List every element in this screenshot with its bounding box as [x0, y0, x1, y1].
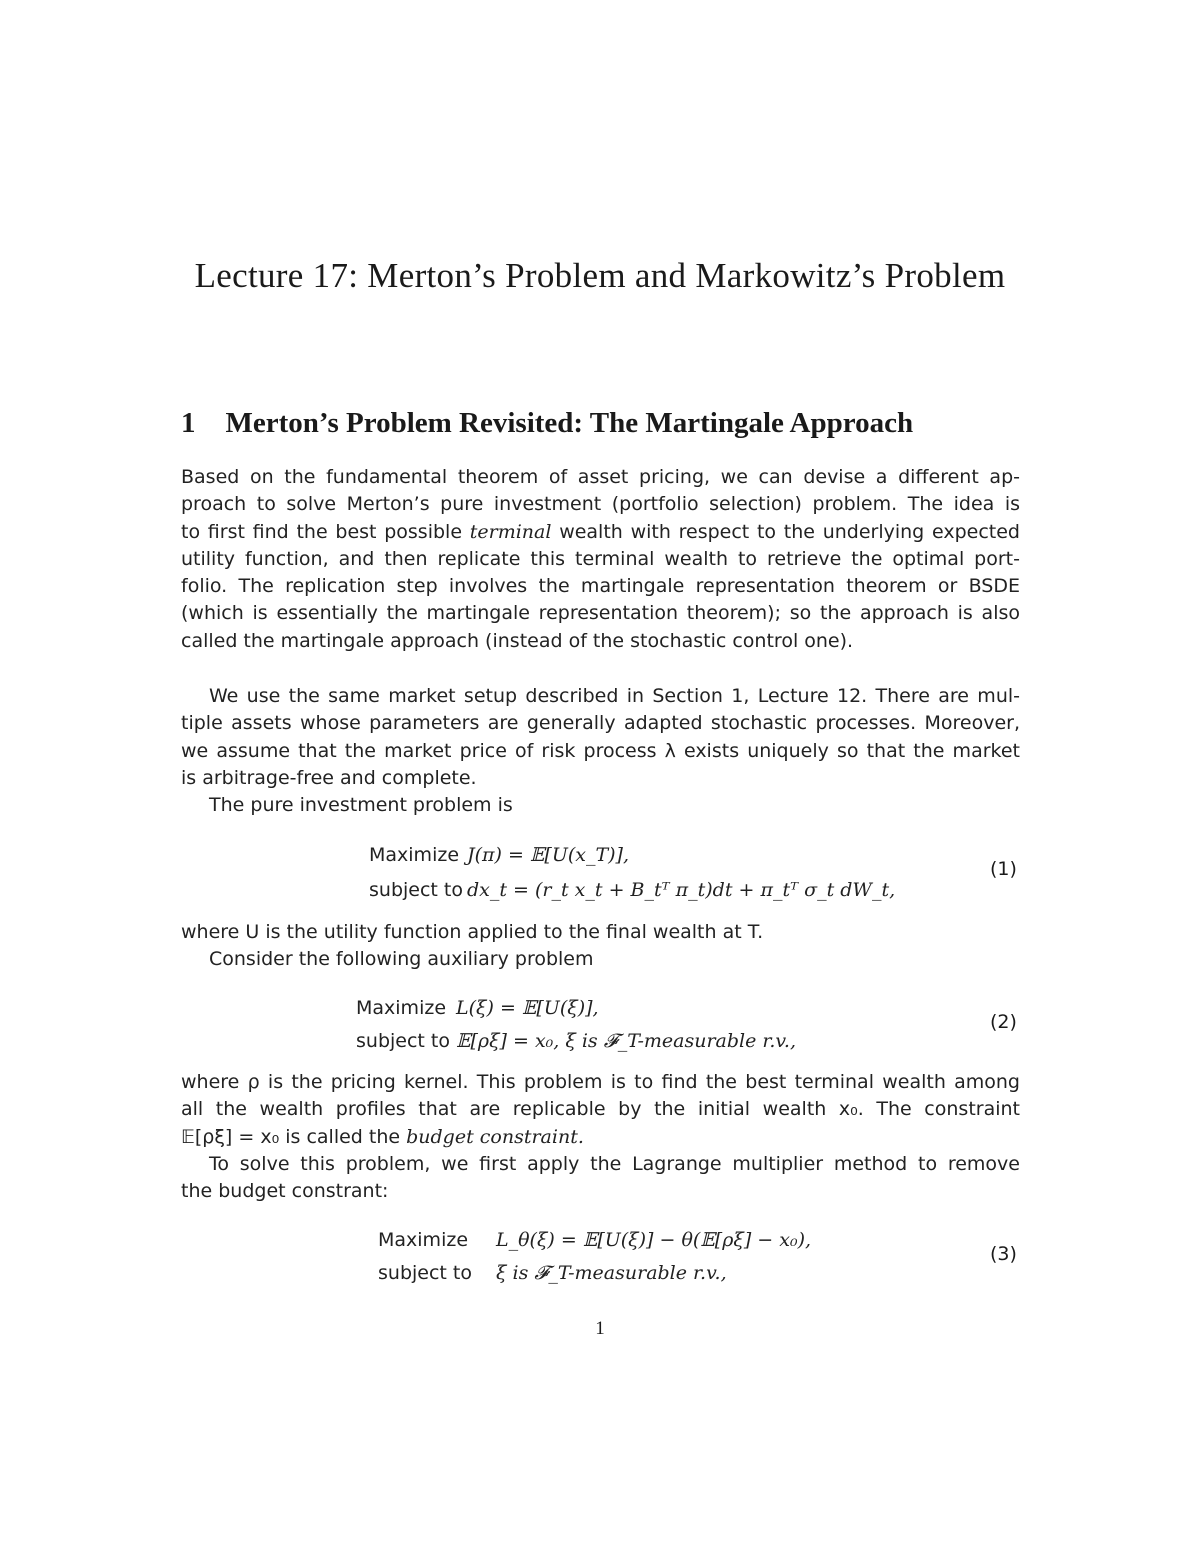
text-line: Based on the fundamental theorem of asset pricing, we can devise a different ap-	[181, 466, 1020, 488]
text-line: tiple assets whose parameters are generally adapted stochastic processes. Moreover,	[181, 712, 1020, 735]
text-line: We use the same market setup described in Section 1, Lecture 12. There are mul-	[209, 685, 1020, 707]
text-line: called the martingale approach (instead of the stochastic control one).	[181, 629, 854, 652]
text-line: where ρ is the pricing kernel. This problem is to find the best terminal wealth among	[181, 1071, 1020, 1093]
equation-number: (3)	[990, 1243, 1017, 1265]
text-line: proach to solve Merton’s pure investment (portfolio selection) problem. The idea is	[181, 493, 1020, 516]
page-number: 1	[595, 1318, 605, 1339]
equation-1: Maximize J(π) = 𝔼[U(x_T)], subject to dx_t = (r_t x_t + B_tᵀ π_t)dt + π_tᵀ σ_t dW_t,	[369, 844, 896, 901]
text-line: utility function, and then replicate this terminal wealth to retrieve the optimal port-	[181, 547, 1020, 570]
text-line: Consider the following auxiliary problem	[209, 948, 594, 971]
text-line: folio. The replication step involves the martingale representation theorem or BSDE	[181, 575, 1020, 598]
text-line: we assume that the market price of risk process λ exists uniquely so that the market	[181, 739, 1020, 762]
emphasis-terminal: terminal	[469, 520, 552, 543]
paragraph-market-setup	[181, 683, 1020, 819]
text-line: (which is essentially the martingale representation theorem); so the approach is also	[181, 602, 1020, 625]
equation-2: Maximize L(ξ) = 𝔼[U(ξ)], subject to 𝔼[ρξ] = x₀, ξ is 𝓕_T-measurable r.v.,	[356, 997, 796, 1052]
equation-number: (2)	[990, 1011, 1017, 1033]
text-line: to first find the best possible terminal wealth with respect to the underlying expected	[181, 520, 1020, 543]
lecture-title: Lecture 17: Merton’s Problem and Markowitz’s Problem	[194, 256, 1006, 295]
text-line: To solve this problem, we first apply the Lagrange multiplier method to remove	[209, 1152, 1020, 1175]
equation-3: Maximize L_θ(ξ) = 𝔼[U(ξ)] − θ(𝔼[ρξ] − x₀), subject to ξ is 𝓕_T-measurable r.v.,	[378, 1229, 812, 1284]
section-heading	[181, 407, 913, 440]
section-number: 1	[181, 407, 196, 439]
text-line: where U is the utility function applied to the final wealth at T.	[181, 921, 764, 943]
section-title: Merton’s Problem Revisited: The Martingale Approach	[225, 407, 914, 439]
text-line: all the wealth profiles that are replicable by the initial wealth x₀. The constraint	[181, 1098, 1020, 1121]
paragraph-pricing-kernel	[181, 1069, 1020, 1205]
text-line: The pure investment problem is	[209, 794, 513, 817]
paragraph-utility	[181, 919, 1020, 974]
emphasis-budget-constraint: budget constraint.	[406, 1125, 584, 1148]
text-line: 𝔼[ρξ] = x₀ is called the budget constraint.	[181, 1125, 584, 1148]
equation-number: (1)	[990, 858, 1017, 880]
text-line: the budget constrant:	[181, 1180, 389, 1203]
paragraph-intro	[181, 464, 1020, 655]
text-line: is arbitrage-free and complete.	[181, 766, 477, 789]
